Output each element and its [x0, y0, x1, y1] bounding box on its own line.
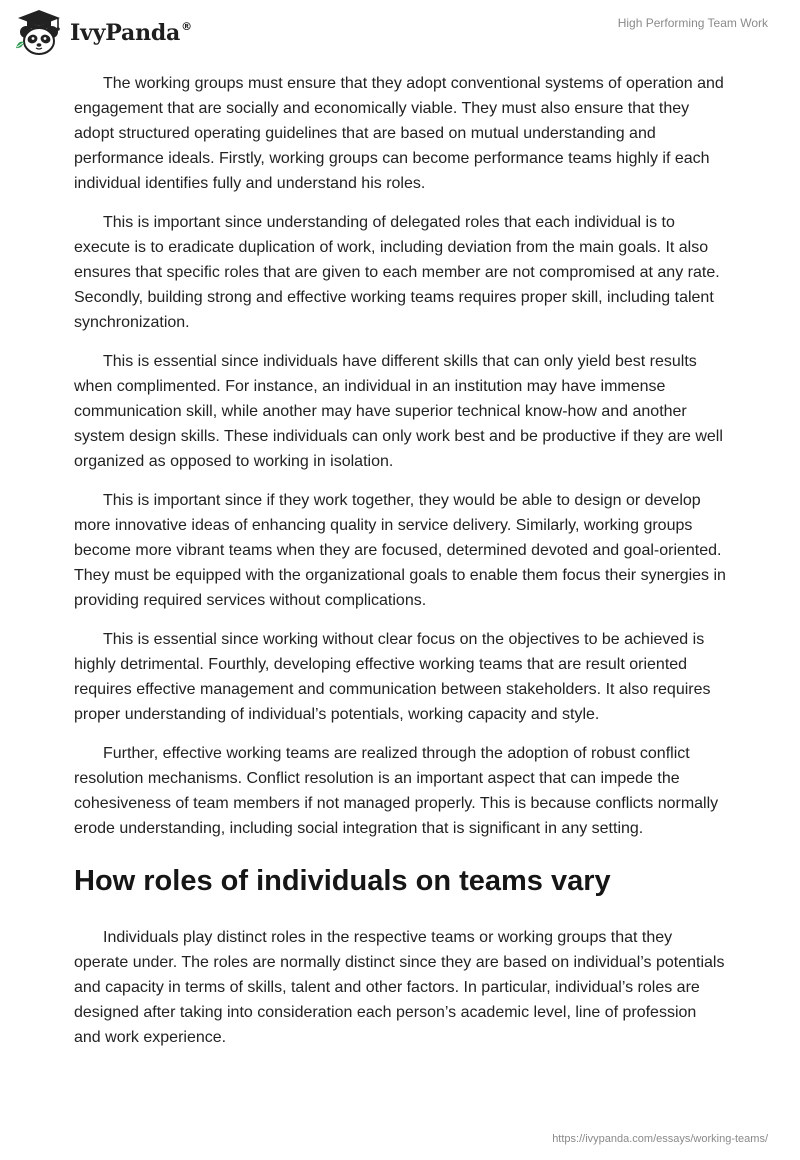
logo-wordmark — [70, 20, 192, 46]
body-paragraph: The working groups must ensure that they adopt conventional systems of operation and engagement that are socially and economically viable. They must also ensure that they adopt structured operating guidelines that are based on mutual understanding and performance ideals. Firstly, working groups can become performance teams highly if each individual identifies fully and understand his roles. — [74, 75, 724, 192]
page-header — [0, 0, 800, 60]
panda-graduate-icon — [14, 8, 64, 56]
body-paragraph: Individuals play distinct roles in the respective teams or working groups that they operate under. The roles are normally distinct since they are based on individual’s potentials and capacity in terms of skills, talent and other factors. In particular, individual’s roles are designed after taking into consideration each person’s academic level, line of profession and work experience. — [74, 929, 725, 1046]
body-paragraph: This is important since understanding of delegated roles that each individual is to execute is to eradicate duplication of work, including deviation from the main goals. It also ensures that specific roles that are given to each member are not compromised at any rate. Secondly, building strong and effective working teams requires proper skill, including talent synchronization. — [74, 214, 720, 331]
registered-mark: ® — [181, 20, 192, 33]
source-url[interactable]: https://ivypanda.com/essays/working-teams/ — [552, 1133, 768, 1145]
body-paragraph: Further, effective working teams are realized through the adoption of robust conflict resolution mechanisms. Conflict resolution is an important aspect that can impede the cohesiveness of team members if not managed properly. This is because conflicts normally erode understanding, including social integration that is significant in any setting. — [74, 745, 719, 837]
section-heading: How roles of individuals on teams vary — [74, 865, 611, 897]
body-paragraph: This is important since if they work together, they would be able to design or develop more innovative ideas of enhancing quality in service delivery. Similarly, working groups become more vibrant teams when they are focused, determined devoted and goal-oriented. They must be equipped with the organizational goals to enable them focus their synergies in providing required services without complications. — [74, 492, 726, 609]
essay-content — [74, 71, 726, 1064]
logo-text: IvyPanda — [70, 20, 181, 46]
body-paragraph: This is essential since working without clear focus on the objectives to be achieved is highly detrimental. Fourthly, developing effective working teams that are result oriented requires effective management and communication between stakeholders. It also requires proper understanding of individual’s potentials, working capacity and style. — [74, 631, 711, 723]
ivypanda-logo[interactable] — [14, 8, 192, 56]
body-paragraph: This is essential since individuals have different skills that can only yield best results when complimented. For instance, an individual in an institution may have immense communication skill, while another may have superior technical know-how and another system design skills. These individuals can only work best and be productive if they are well organized as opposed to working in isolation. — [74, 353, 723, 470]
document-title: High Performing Team Work — [617, 16, 768, 30]
